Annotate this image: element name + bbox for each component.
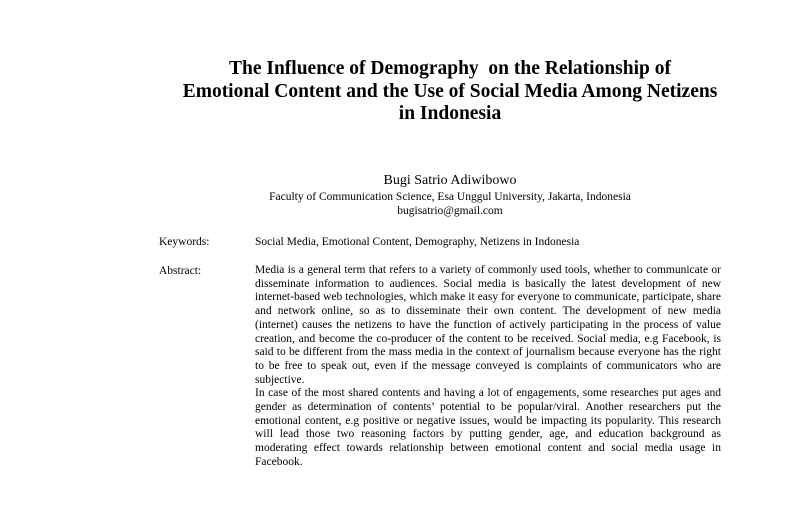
abstract-label: Abstract: [159,265,202,277]
author-name: Bugi Satrio Adiwibowo [383,173,517,188]
paper-title-line-1: The Influence of Demography on the Relationship of [228,58,672,79]
keywords-label: Keywords: [159,236,210,248]
author-email: bugisatrio@gmail.com [397,205,503,217]
paper-title-line-2: Emotional Content and the Use of Social Media Among Netizens [182,80,718,102]
abstract-body [255,264,721,470]
paper-title-line-3: in Indonesia [398,103,502,124]
keywords-list: Social Media, Emotional Content, Demography, Netizens in Indonesia [255,236,580,248]
author-affiliation: Faculty of Communication Science, Esa Unggul University, Jakarta, Indonesia [269,191,631,203]
abstract-paragraph-2: In case of the most shared contents and having a lot of engagements, some researches put ages and gender as determination of contents’ potential to be popular/viral. Another researchers put the emotional content, e.g positive or negative issues, would be impacting its popularity. This research will lead those two reasoning factors by putting gender, age, and education background as moderating effect towards relationship between emotional content and social media usage in Facebook. [255,387,721,468]
abstract-paragraph-1: Media is a general term that refers to a variety of commonly used tools, whether to communicate or disseminate information to audiences. Social media is basically the latest development of new internet-based web technologies, which make it easy for everyone to communicate, participate, share and network online, so as to disseminate their own content. The development of new media (internet) causes the netizens to have the function of actively participating in the process of value creation, and become the co-producer of the content to be received. Social media, e.g Facebook, is said to be different from the mass media in the context of journalism because everyone has the right to be free to speak out, even if the message conveyed is complaints of communicators who are subjective. [255,264,721,386]
paper-title [120,58,780,126]
